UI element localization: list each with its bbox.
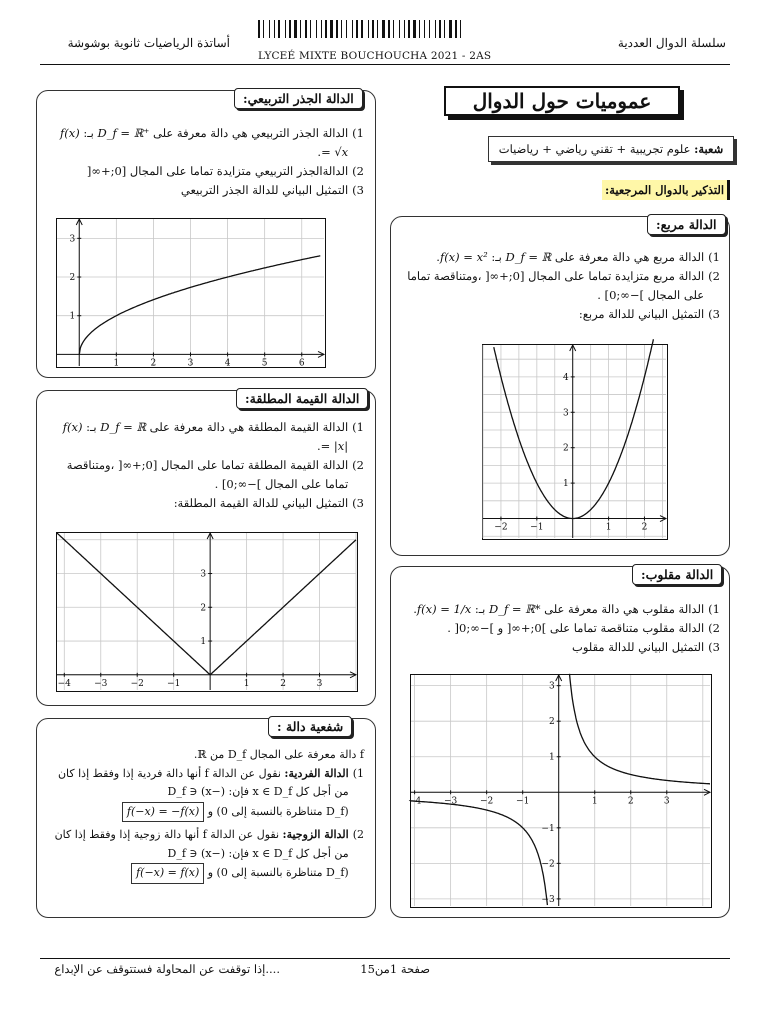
branch-box: [488, 136, 734, 162]
y-tick-label: 3: [548, 681, 555, 692]
x-tick-label: −2: [494, 522, 508, 533]
sqrt-curve: [79, 256, 320, 355]
barcode-bar: [419, 20, 420, 38]
sqrt-item-3: 3) التمثيل البياني للدالة الجذر التربيعي: [180, 183, 364, 197]
barcode-bar: [300, 20, 301, 38]
x-tick-label: 1: [605, 522, 612, 533]
parity-intro: f دالة معرفة على المجال D_f من ℝ.: [193, 748, 364, 761]
x-tick-label: 6: [298, 358, 305, 369]
square-item-1: 1) الدالة مربع هي دالة معرفة على D_f = ℝ بـ: f(x) = x².: [436, 250, 720, 264]
barcode-bar: [281, 20, 284, 38]
abs-item-3: 3) التمثيل البياني للدالة القيمة المطلقة:: [173, 496, 364, 510]
y-tick-label: 2: [69, 273, 76, 284]
barcode-bar: [379, 20, 381, 38]
y-tick-label: 4: [562, 372, 569, 383]
reminder-heading: التذكير بالدوال المرجعية:: [602, 180, 730, 200]
barcode-bar: [258, 20, 260, 38]
inverse-item-1: 1) الدالة مقلوب هي دالة معرفة على D_f = ℝ* بـ: f(x) = 1/x.: [413, 602, 720, 616]
barcode-bar: [401, 20, 403, 38]
inverse-item-2: 2) الدالة مقلوب متناقصة تماما على ]0;+∞[ و ]−∞;0[ .: [447, 621, 720, 635]
barcode-bar: [458, 20, 459, 38]
square-plot: [482, 344, 668, 540]
x-tick-label: −2: [480, 796, 494, 807]
sqrt-item-1: 1) الدالة الجذر التربيعي هي دالة معرفة على D_f = ℝ⁺ بـ: f(x) = √x.: [60, 126, 364, 159]
y-tick-label: 1: [548, 752, 555, 763]
header-rule: [40, 64, 730, 65]
barcode-bar: [429, 20, 430, 38]
barcode-bar: [321, 20, 322, 38]
barcode-bar: [437, 20, 438, 38]
barcode-bar: [393, 20, 394, 38]
x-tick-label: −4: [407, 796, 422, 807]
barcode-bar: [308, 20, 309, 38]
barcode-bar: [442, 20, 443, 38]
x-tick-label: 3: [663, 796, 670, 807]
barcode-bar: [294, 20, 297, 38]
square-item-2: 2) الدالة مربع متزايدة تماما على المجال [0;+∞[ ،ومتناقصة تماما على المجال ]−∞;0] .: [407, 269, 720, 302]
barcode-bar: [334, 20, 335, 38]
y-tick-label: 2: [562, 443, 569, 454]
barcode-bar: [261, 20, 262, 38]
sqrt-graph: [57, 219, 324, 369]
sqrt-item-2: 2) الدالةالجذر التربيعي متزايدة تماما على المجال [0;+∞[: [86, 164, 364, 178]
barcode: [258, 20, 514, 38]
y-tick-label: −1: [541, 823, 555, 834]
abs-plot: [56, 532, 358, 692]
barcode-bar: [446, 20, 448, 38]
barcode-bar: [359, 20, 360, 38]
x-tick-label: 1: [591, 796, 598, 807]
barcode-bar: [287, 20, 288, 38]
y-tick-label: 1: [562, 479, 569, 490]
even-equation: f(−x) = f(x): [131, 863, 204, 884]
barcode-bar: [455, 20, 457, 38]
inverse-plot: [407, 674, 712, 908]
barcode-bar: [370, 20, 371, 38]
y-tick-label: 2: [548, 717, 555, 728]
barcode-bar: [411, 20, 412, 38]
barcode-bar: [325, 20, 327, 38]
barcode-bar: [361, 20, 363, 38]
square-curve: [494, 339, 654, 518]
x-tick-label: −1: [516, 796, 530, 807]
barcode-bar: [372, 20, 374, 38]
barcode-bar: [424, 20, 425, 38]
barcode-bar: [292, 20, 293, 38]
barcode-bar: [316, 20, 317, 38]
branch-text: علوم تجريبية + تقني رياضي + رياضيات: [498, 142, 691, 156]
inverse-curve-negative: [411, 801, 547, 905]
x-tick-label: 1: [113, 358, 120, 369]
barcode-bar: [404, 20, 405, 38]
barcode-bar: [271, 20, 273, 38]
abs-title: الدالة القيمة المطلقة:: [236, 388, 368, 409]
barcode-bar: [330, 20, 333, 38]
y-tick-label: 2: [200, 603, 207, 614]
barcode-bar: [346, 20, 347, 38]
barcode-bar: [318, 20, 320, 38]
barcode-bar: [285, 20, 286, 38]
x-tick-label: 3: [187, 358, 194, 369]
y-tick-label: 3: [562, 408, 569, 419]
barcode-bar: [417, 20, 418, 38]
square-title: الدالة مربع:: [647, 214, 726, 235]
parity-title: شفعية دالة :: [268, 716, 352, 737]
barcode-bar: [339, 20, 340, 38]
barcode-bar: [336, 20, 338, 38]
barcode-bar: [312, 20, 315, 38]
barcode-bar: [421, 20, 423, 38]
page-title: عموميات حول الدوال: [444, 86, 680, 116]
barcode-bar: [343, 20, 345, 38]
y-tick-label: 1: [69, 311, 76, 322]
barcode-bar: [323, 20, 324, 38]
barcode-bar: [328, 20, 329, 38]
sqrt-plot: [56, 218, 326, 368]
x-tick-label: −1: [167, 678, 181, 689]
footer-rule: [40, 958, 730, 959]
footer-page: صفحة 1من15: [360, 962, 430, 976]
barcode-bar: [354, 20, 355, 38]
sqrt-title: الدالة الجذر التربيعي:: [234, 88, 363, 109]
barcode-bar: [341, 20, 342, 38]
odd-equation: f(−x) = −f(x): [122, 802, 204, 823]
barcode-bar: [408, 20, 410, 38]
barcode-bar: [382, 20, 385, 38]
barcode-bar: [348, 20, 351, 38]
barcode-bar: [356, 20, 358, 38]
header-school: LYCEÉ MIXTE BOUCHOUCHA 2021 - 2AS: [258, 50, 492, 62]
barcode-bar: [269, 20, 270, 38]
header-series: سلسلة الدوال العددية: [617, 36, 726, 50]
x-tick-label: −3: [443, 796, 458, 807]
barcode-bar: [274, 20, 275, 38]
barcode-bar: [391, 20, 392, 38]
barcode-bar: [302, 20, 304, 38]
x-tick-label: −4: [57, 678, 71, 689]
sqrt-list: [50, 124, 364, 200]
barcode-bar: [265, 20, 268, 38]
barcode-bar: [386, 20, 387, 38]
square-graph: [483, 345, 666, 538]
barcode-bar: [453, 20, 454, 38]
barcode-bar: [263, 20, 264, 38]
barcode-bar: [278, 20, 280, 38]
parity-odd: 1) الدالة الفردية: نقول عن الدالة f أنها دالة فردية إذا وفقط إذا كان من أجل كل x ∈ D_f فإن: (−x) ∈ D_f (D_f متناظرة بالنسبة إلى 0) و f(−x) = −f(x): [50, 765, 364, 823]
square-list: [402, 248, 720, 324]
abs-item-1: 1) الدالة القيمة المطلقة هي دالة معرفة على D_f = ℝ بـ: f(x) = |x|.: [62, 420, 364, 453]
x-tick-label: 2: [627, 796, 634, 807]
x-tick-label: −3: [94, 678, 108, 689]
barcode-bar: [406, 20, 407, 38]
barcode-bar: [449, 20, 452, 38]
inverse-graph: [407, 675, 710, 906]
branch-label: شعبة:: [694, 142, 724, 156]
barcode-bar: [444, 20, 445, 38]
parity-list: [50, 746, 364, 884]
y-tick-label: 1: [200, 637, 207, 648]
y-tick-label: −2: [541, 859, 555, 870]
barcode-bar: [310, 20, 311, 38]
square-item-3: 3) التمثيل البياني للدالة مربع:: [578, 307, 720, 321]
inverse-title: الدالة مقلوب:: [632, 564, 722, 585]
barcode-bar: [364, 20, 367, 38]
abs-list: [50, 418, 364, 513]
barcode-bar: [305, 20, 307, 38]
footer-motto: ....إذا توقفت عن المحاولة فستتوقف عن الإبداع: [54, 962, 280, 976]
barcode-bar: [375, 20, 376, 38]
barcode-bar: [426, 20, 428, 38]
abs-graph: [57, 533, 356, 690]
x-tick-label: 2: [641, 522, 648, 533]
barcode-bar: [462, 20, 464, 38]
x-tick-label: 3: [316, 678, 323, 689]
y-tick-label: 3: [200, 569, 207, 580]
x-tick-label: 2: [150, 358, 157, 369]
barcode-bar: [395, 20, 398, 38]
barcode-bar: [435, 20, 436, 38]
barcode-bar: [352, 20, 353, 38]
parity-even: 2) الدالة الزوجية: نقول عن الدالة f أنها دالة زوجية إذا وفقط إذا كان من أجل كل x ∈ D_f فإن: (−x) ∈ D_f (D_f متناظرة بالنسبة إلى 0) و f(−x) = f(x): [50, 826, 364, 884]
inverse-item-3: 3) التمثيل البياني للدالة مقلوب: [572, 640, 720, 654]
barcode-bar: [388, 20, 390, 38]
y-tick-label: −3: [541, 894, 555, 905]
barcode-bar: [413, 20, 416, 38]
inverse-list: [402, 600, 720, 657]
abs-item-2: 2) الدالة القيمة المطلقة تماما على المجال [0;+∞[ ،ومتناقصة تماما على المجال ]−∞;0] .: [66, 458, 364, 491]
barcode-bar: [276, 20, 277, 38]
barcode-bar: [399, 20, 400, 38]
barcode-bar: [289, 20, 291, 38]
y-tick-label: 3: [69, 234, 76, 245]
x-tick-label: 2: [280, 678, 286, 689]
x-tick-label: 5: [261, 358, 268, 369]
x-tick-label: −2: [130, 678, 144, 689]
barcode-bar: [439, 20, 441, 38]
x-tick-label: 1: [243, 678, 250, 689]
barcode-bar: [377, 20, 378, 38]
barcode-bar: [460, 20, 461, 38]
abs-curve: [57, 533, 356, 675]
barcode-bar: [298, 20, 299, 38]
inverse-curve-positive: [570, 674, 711, 784]
barcode-bar: [431, 20, 434, 38]
x-tick-label: 4: [224, 358, 231, 369]
barcode-bar: [368, 20, 369, 38]
header-teachers: أساتذة الرياضيات ثانوية بوشوشة: [67, 36, 230, 50]
x-tick-label: −1: [530, 522, 544, 533]
